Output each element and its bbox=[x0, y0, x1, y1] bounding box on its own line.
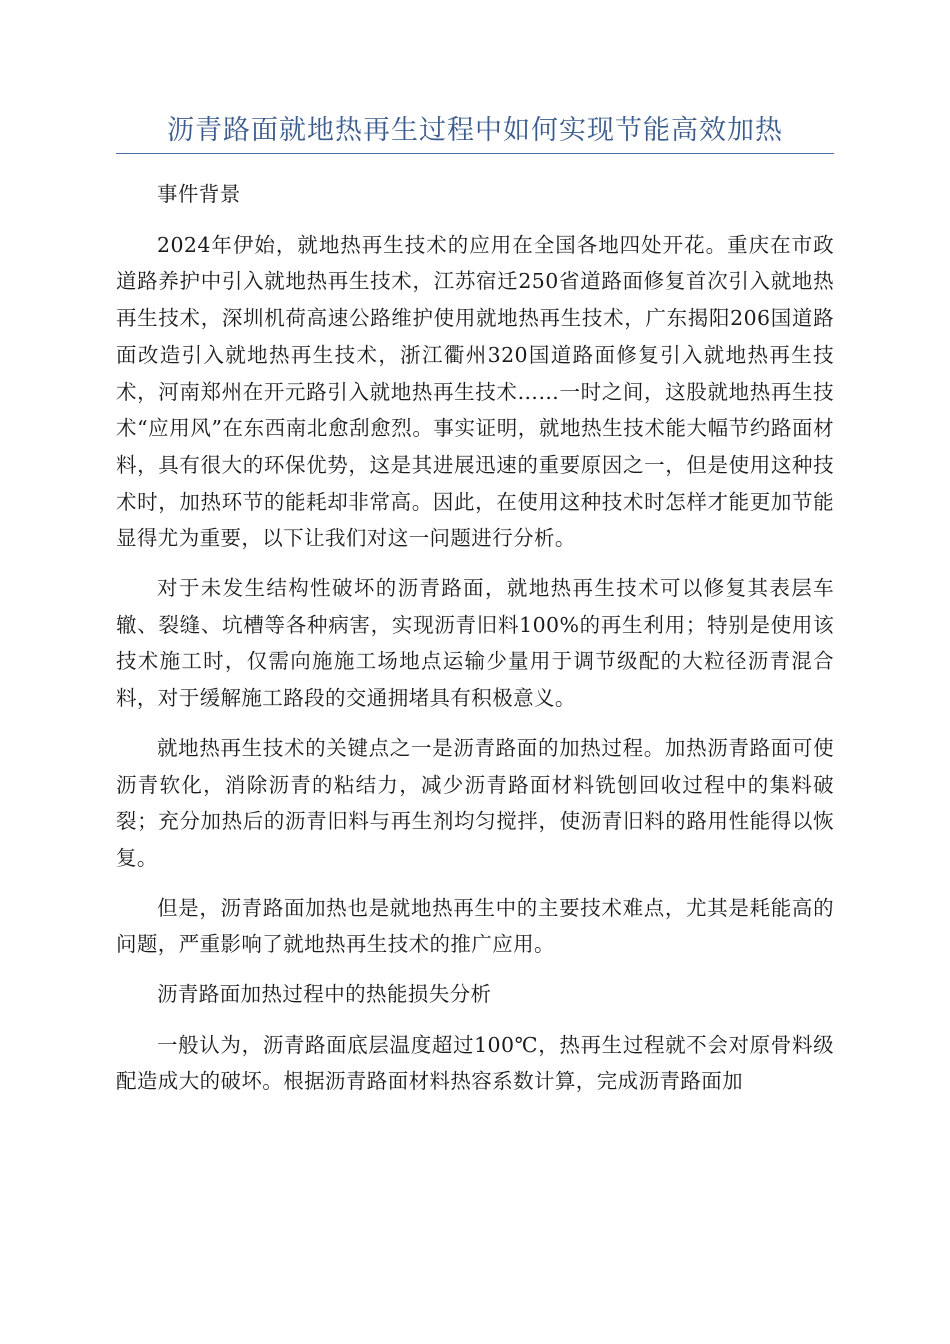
section-heading-heat-loss: 沥青路面加热过程中的热能损失分析 bbox=[157, 982, 492, 1007]
document-title: 沥青路面就地热再生过程中如何实现节能高效加热 bbox=[167, 115, 783, 146]
paragraph-intro: 2024年伊始，就地热再生技术的应用在全国各地四处开花。重庆在市政道路养护中引入就地热再生技术，江苏宿迁250省道路面修复首次引入就地热再生技术，深圳机荷高速公路维护使用就地热再生技术，广东揭阳206国道路面改造引入就地热再生技术，浙江衢州320国道路面修复引入就地热再生技术，河南郑州在开元路引入就地热再生技术……一时之间，这股就地热再生技术“应用风”在东西南北愈刮愈烈。事实证明，就地热生技术能大幅节约路面材料，具有很大的环保优势，这是其进展迅速的重要原因之一，但是使用这种技术时，加热环节的能耗却非常高。因此，在使用这种技术时怎样才能更加节能显得尤为重要，以下让我们对这一问题进行分析。 bbox=[116, 232, 834, 551]
document-body bbox=[116, 176, 834, 1113]
section-heading-background: 事件背景 bbox=[157, 182, 241, 206]
title-underline bbox=[116, 153, 834, 154]
paragraph-heating-key: 就地热再生技术的关键点之一是沥青路面的加热过程。加热沥青路面可使沥青软化，消除沥青的粘结力，减少沥青路面材料铣刨回收过程中的集料破裂；充分加热后的沥青旧料与再生剂均匀搅拌，使沥青旧料的路用性能得以恢复。 bbox=[116, 735, 834, 870]
paragraph-difficulty: 但是，沥青路面加热也是就地热再生中的主要技术难点，尤其是耗能高的问题，严重影响了就地热再生技术的推广应用。 bbox=[116, 895, 834, 957]
paragraph-temperature: 一般认为，沥青路面底层温度超过100℃，热再生过程就不会对原骨料级配造成大的破坏。根据沥青路面材料热容系数计算，完成沥青路面加 bbox=[116, 1032, 834, 1094]
paragraph-benefits: 对于未发生结构性破坏的沥青路面，就地热再生技术可以修复其表层车辙、裂缝、坑槽等各种病害，实现沥青旧料100%的再生利用；特别是使用该技术施工时，仅需向施施工场地点运输少量用于调节级配的大粒径沥青混合料，对于缓解施工路段的交通拥堵具有积极意义。 bbox=[116, 576, 834, 711]
